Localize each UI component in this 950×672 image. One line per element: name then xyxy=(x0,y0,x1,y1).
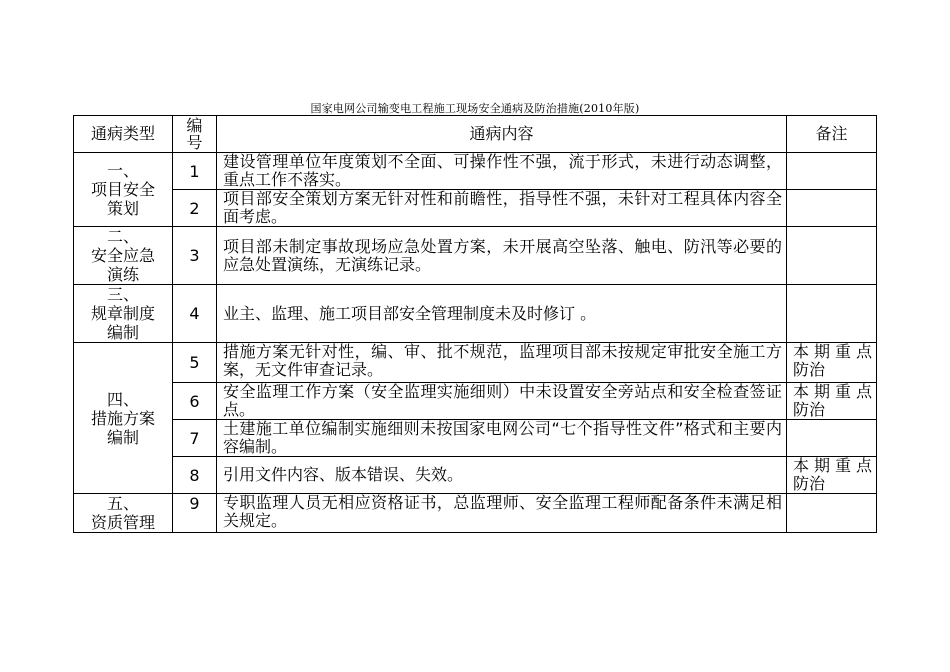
category-cell xyxy=(74,285,173,343)
row-number: 3 xyxy=(173,227,217,285)
row-content: 专职监理人员无相应资格证书，总监理师、安全监理工程师配备条件未满足相关规定。 xyxy=(217,494,787,533)
category-name: 资质管理 xyxy=(90,513,155,532)
table-row xyxy=(74,190,877,227)
category-number: 二、 xyxy=(106,227,139,246)
category-name: 措施方案 xyxy=(90,408,155,428)
row-content: 措施方案无针对性，编、审、批不规范，监理项目部未按规定审批安全施工方案，无文件审查记录。 xyxy=(217,343,787,383)
table-row xyxy=(74,420,877,457)
row-note xyxy=(787,285,877,343)
row-number: 4 xyxy=(173,285,217,343)
header-note: 备注 xyxy=(787,116,877,153)
category-cell xyxy=(74,227,173,285)
category-name: 安全应急 xyxy=(90,246,155,265)
header-number-line1: 编 xyxy=(186,116,203,135)
row-note xyxy=(787,190,877,227)
row-number: 7 xyxy=(173,420,217,457)
row-number: 5 xyxy=(173,343,217,383)
category-name-cont: 编制 xyxy=(106,427,139,447)
category-number: 一、 xyxy=(106,161,139,180)
document-title: 国家电网公司输变电工程施工现场安全通病及防治措施(2010年版) xyxy=(310,102,640,115)
category-name-cont: 编制 xyxy=(106,323,139,342)
category-cell xyxy=(74,343,173,494)
header-number-line2: 号 xyxy=(186,133,203,152)
row-number: 8 xyxy=(173,457,217,494)
header-category: 通病类型 xyxy=(74,116,173,153)
row-content: 土建施工单位编制实施细则未按国家电网公司“七个指导性文件”格式和主要内容编制。 xyxy=(217,420,787,457)
row-content: 项目部未制定事故现场应急处置方案，未开展高空坠落、触电、防汛等必要的应急处置演练，无演练记录。 xyxy=(217,227,787,285)
row-note xyxy=(787,227,877,285)
table-row xyxy=(74,457,877,494)
category-name: 规章制度 xyxy=(90,304,155,323)
category-number: 四、 xyxy=(106,389,139,409)
category-number: 五、 xyxy=(106,494,139,513)
category-name: 项目安全 xyxy=(90,180,155,199)
row-number: 6 xyxy=(173,383,217,420)
defects-table xyxy=(73,115,877,533)
category-cell xyxy=(74,153,173,227)
row-note xyxy=(787,153,877,190)
row-note: 本期重点防治 xyxy=(787,457,877,494)
table-row xyxy=(74,343,877,383)
row-content: 业主、监理、施工项目部安全管理制度未及时修订 。 xyxy=(217,285,787,343)
table-row xyxy=(74,153,877,190)
header-content: 通病内容 xyxy=(217,116,787,153)
row-note: 本期重点防治 xyxy=(787,383,877,420)
category-name-cont: 策划 xyxy=(106,199,139,218)
row-content: 安全监理工作方案（安全监理实施细则）中未设置安全旁站点和安全检查签证点。 xyxy=(217,383,787,420)
category-cell xyxy=(74,494,173,533)
header-number xyxy=(173,116,217,153)
category-number: 三、 xyxy=(106,285,139,304)
row-note xyxy=(787,494,877,533)
row-content: 引用文件内容、版本错误、失效。 xyxy=(217,457,787,494)
table-row xyxy=(74,383,877,420)
row-note: 本期重点防治 xyxy=(787,343,877,383)
table-header-row xyxy=(74,116,877,153)
row-number: 2 xyxy=(173,190,217,227)
row-note xyxy=(787,420,877,457)
row-content: 项目部安全策划方案无针对性和前瞻性，指导性不强，未针对工程具体内容全面考虑。 xyxy=(217,190,787,227)
table-row xyxy=(74,285,877,343)
category-name-cont: 演练 xyxy=(106,265,139,284)
table-row xyxy=(74,227,877,285)
row-number: 1 xyxy=(173,153,217,190)
row-number: 9 xyxy=(173,494,217,533)
row-content: 建设管理单位年度策划不全面、可操作性不强，流于形式，未进行动态调整，重点工作不落实。 xyxy=(217,153,787,190)
table-row xyxy=(74,494,877,533)
